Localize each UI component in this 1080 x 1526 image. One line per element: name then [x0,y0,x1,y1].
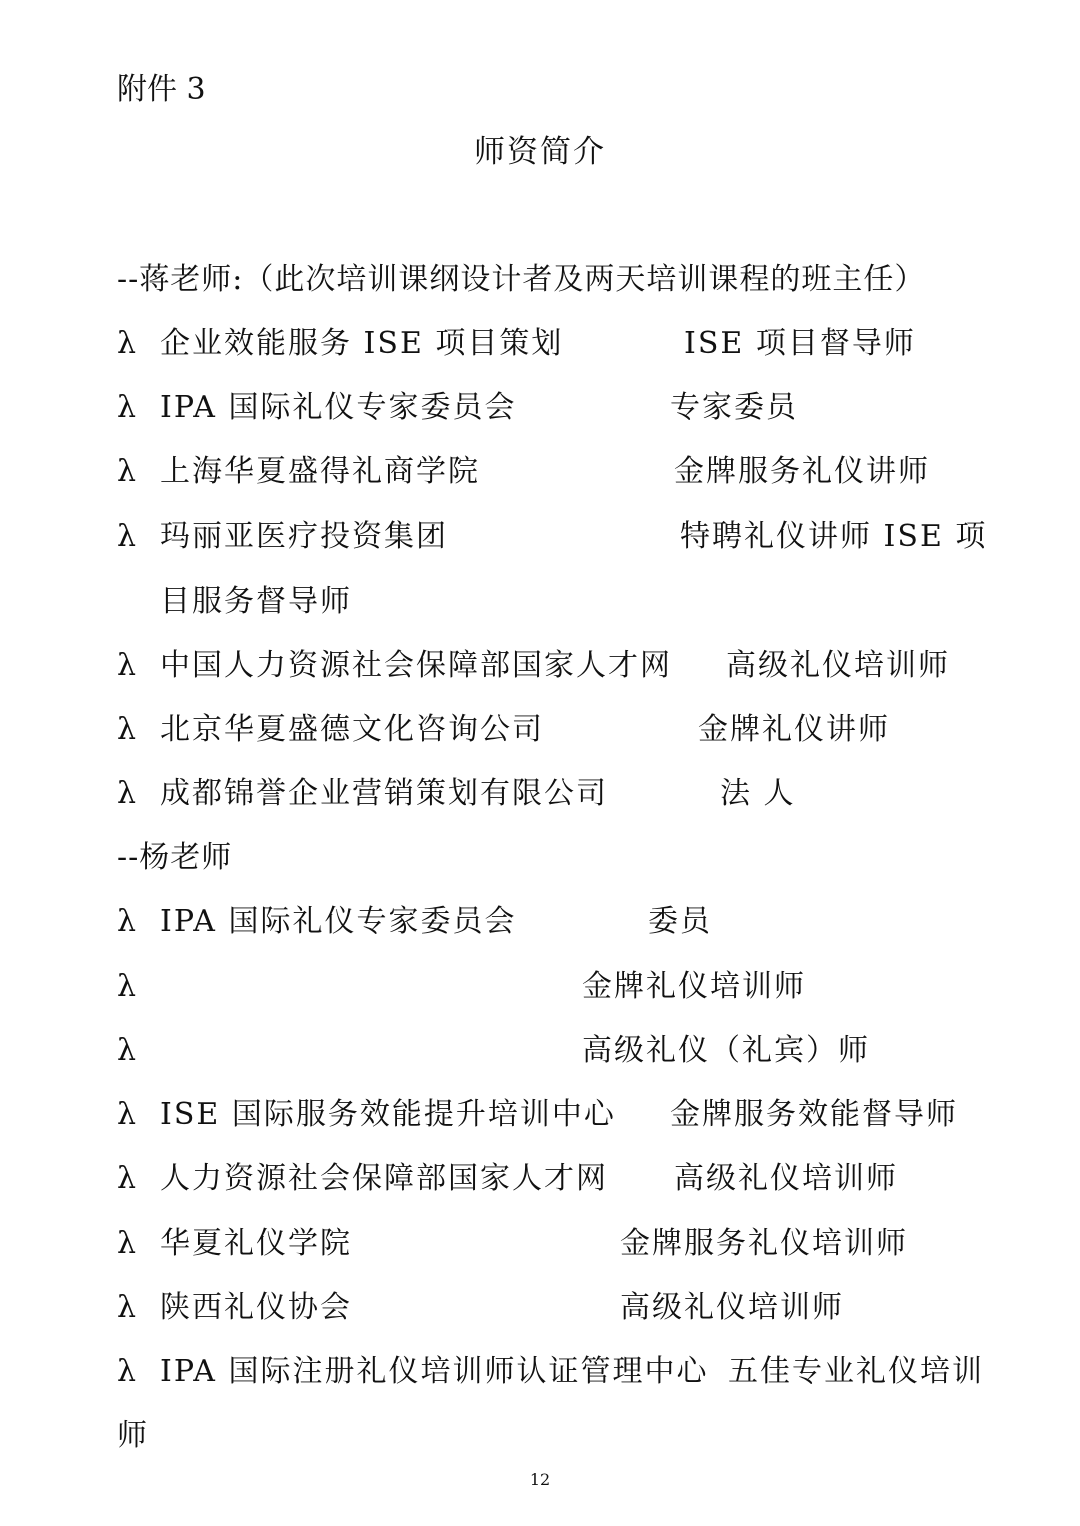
bullet-symbol: λ [117,776,137,811]
role-continuation: 师 [117,1418,149,1453]
role: 金牌礼仪培训师 [582,969,806,1004]
bullet-symbol: λ [117,969,137,1004]
bullet-symbol: λ [117,1354,137,1389]
bullet-symbol: λ [117,1033,137,1068]
role: 特聘礼仪讲师 ISE 项 [680,519,988,554]
organization: IPA 国际礼仪专家委员会 [160,390,517,425]
bullet-symbol: λ [117,390,137,425]
role: 法 人 [720,776,796,811]
bullet-symbol: λ [117,1161,137,1196]
organization: 北京华夏盛德文化咨询公司 [160,712,544,747]
organization: 人力资源社会保障部国家人才网 [160,1161,608,1196]
organization: IPA 国际注册礼仪培训师认证管理中心 [160,1354,709,1389]
teacher2-header: --杨老师 [117,840,233,875]
page-title: 师资简介 [474,134,606,170]
role: 金牌服务效能督导师 [670,1097,958,1132]
organization: 上海华夏盛得礼商学院 [160,454,480,489]
role: 高级礼仪（礼宾）师 [582,1033,870,1068]
organization: IPA 国际礼仪专家委员会 [160,904,517,939]
bullet-symbol: λ [117,519,137,554]
organization: 陕西礼仪协会 [160,1290,352,1325]
role: ISE 项目督导师 [684,326,916,361]
role: 金牌礼仪讲师 [698,712,890,747]
role: 高级礼仪培训师 [620,1290,844,1325]
bullet-symbol: λ [117,648,137,683]
bullet-symbol: λ [117,454,137,489]
organization: ISE 国际服务效能提升培训中心 [160,1097,616,1132]
role: 委员 [648,904,712,939]
organization: 企业效能服务 ISE 项目策划 [160,326,564,361]
role-continuation: 目服务督导师 [160,584,352,619]
organization: 中国人力资源社会保障部国家人才网 [160,648,672,683]
page-number: 12 [529,1470,551,1489]
bullet-symbol: λ [117,904,137,939]
role: 金牌服务礼仪讲师 [674,454,930,489]
organization: 成都锦誉企业营销策划有限公司 [160,776,608,811]
bullet-symbol: λ [117,326,137,361]
role: 高级礼仪培训师 [674,1161,898,1196]
role: 专家委员 [670,390,798,425]
organization: 玛丽亚医疗投资集团 [160,519,448,554]
teacher1-header: --蒋老师:（此次培训课纲设计者及两天培训课程的班主任） [117,262,926,297]
bullet-symbol: λ [117,1290,137,1325]
organization: 华夏礼仪学院 [160,1226,352,1261]
bullet-symbol: λ [117,1097,137,1132]
role: 金牌服务礼仪培训师 [620,1226,908,1261]
bullet-symbol: λ [117,1226,137,1261]
bullet-symbol: λ [117,712,137,747]
role: 五佳专业礼仪培训 [728,1354,984,1389]
role: 高级礼仪培训师 [726,648,950,683]
attachment-label: 附件 3 [117,72,206,107]
